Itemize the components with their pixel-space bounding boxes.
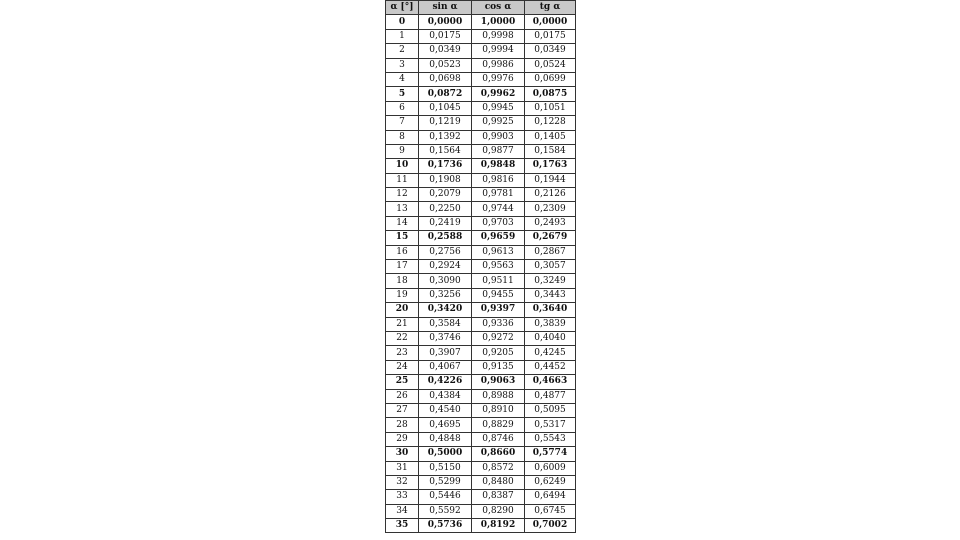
table-row xyxy=(386,188,576,202)
table-row xyxy=(386,260,576,274)
cell-tg: 0,4877 xyxy=(525,389,576,403)
cell-cos: 0,9848 xyxy=(472,159,525,173)
cell-sin: 0,4384 xyxy=(419,389,472,403)
cell-tg: 0,2679 xyxy=(525,231,576,245)
cell-tg: 0,6009 xyxy=(525,461,576,475)
cell-alpha: 20 xyxy=(386,303,419,317)
cell-sin: 0,2079 xyxy=(419,188,472,202)
cell-alpha: 24 xyxy=(386,360,419,374)
table-row xyxy=(386,58,576,72)
cell-cos: 0,8192 xyxy=(472,519,525,533)
table-row xyxy=(386,130,576,144)
table-row xyxy=(386,447,576,461)
cell-sin: 0,3420 xyxy=(419,303,472,317)
cell-tg: 0,0875 xyxy=(525,87,576,101)
table-row xyxy=(386,216,576,230)
table-row xyxy=(386,317,576,331)
cell-tg: 0,1763 xyxy=(525,159,576,173)
cell-sin: 0,0523 xyxy=(419,58,472,72)
table-row xyxy=(386,475,576,489)
cell-sin: 0,1908 xyxy=(419,173,472,187)
table-row xyxy=(386,72,576,86)
cell-sin: 0,4695 xyxy=(419,418,472,432)
cell-cos: 0,8572 xyxy=(472,461,525,475)
cell-tg: 0,1051 xyxy=(525,101,576,115)
cell-cos: 0,9063 xyxy=(472,375,525,389)
cell-alpha: 28 xyxy=(386,418,419,432)
cell-tg: 0,1228 xyxy=(525,116,576,130)
cell-alpha: 23 xyxy=(386,346,419,360)
table-row xyxy=(386,504,576,518)
cell-sin: 0,0000 xyxy=(419,15,472,29)
table-row xyxy=(386,461,576,475)
cell-tg: 0,4040 xyxy=(525,331,576,345)
cell-alpha: 11 xyxy=(386,173,419,187)
cell-cos: 0,9455 xyxy=(472,288,525,302)
cell-tg: 0,4245 xyxy=(525,346,576,360)
cell-tg: 0,0699 xyxy=(525,72,576,86)
cell-sin: 0,2756 xyxy=(419,245,472,259)
cell-cos: 1,0000 xyxy=(472,15,525,29)
header-sin: sin α xyxy=(419,1,472,15)
cell-tg: 0,5774 xyxy=(525,447,576,461)
cell-cos: 0,9945 xyxy=(472,101,525,115)
cell-cos: 0,8387 xyxy=(472,490,525,504)
cell-alpha: 35 xyxy=(386,519,419,533)
cell-sin: 0,0872 xyxy=(419,87,472,101)
cell-sin: 0,3256 xyxy=(419,288,472,302)
cell-alpha: 3 xyxy=(386,58,419,72)
cell-sin: 0,2250 xyxy=(419,202,472,216)
cell-alpha: 4 xyxy=(386,72,419,86)
cell-cos: 0,9998 xyxy=(472,29,525,43)
cell-tg: 0,3839 xyxy=(525,317,576,331)
cell-sin: 0,5592 xyxy=(419,504,472,518)
cell-alpha: 22 xyxy=(386,331,419,345)
cell-cos: 0,9962 xyxy=(472,87,525,101)
cell-cos: 0,9994 xyxy=(472,44,525,58)
cell-tg: 0,4452 xyxy=(525,360,576,374)
cell-cos: 0,9272 xyxy=(472,331,525,345)
cell-tg: 0,3249 xyxy=(525,274,576,288)
cell-tg: 0,2493 xyxy=(525,216,576,230)
cell-alpha: 13 xyxy=(386,202,419,216)
cell-tg: 0,5543 xyxy=(525,432,576,446)
cell-tg: 0,3057 xyxy=(525,260,576,274)
cell-alpha: 17 xyxy=(386,260,419,274)
cell-alpha: 1 xyxy=(386,29,419,43)
table-row xyxy=(386,288,576,302)
cell-tg: 0,0000 xyxy=(525,15,576,29)
cell-cos: 0,9703 xyxy=(472,216,525,230)
cell-tg: 0,2126 xyxy=(525,188,576,202)
cell-sin: 0,5299 xyxy=(419,475,472,489)
cell-sin: 0,1392 xyxy=(419,130,472,144)
cell-cos: 0,9397 xyxy=(472,303,525,317)
cell-cos: 0,9877 xyxy=(472,144,525,158)
cell-cos: 0,8746 xyxy=(472,432,525,446)
table-row xyxy=(386,274,576,288)
cell-cos: 0,8910 xyxy=(472,403,525,417)
cell-sin: 0,0698 xyxy=(419,72,472,86)
table-row xyxy=(386,490,576,504)
cell-tg: 0,3640 xyxy=(525,303,576,317)
table-row xyxy=(386,519,576,533)
cell-cos: 0,9659 xyxy=(472,231,525,245)
table-row xyxy=(386,173,576,187)
cell-sin: 0,1564 xyxy=(419,144,472,158)
table-header xyxy=(386,1,576,15)
header-row xyxy=(386,1,576,15)
table-row xyxy=(386,245,576,259)
table-row xyxy=(386,87,576,101)
table-row xyxy=(386,375,576,389)
cell-sin: 0,2419 xyxy=(419,216,472,230)
cell-alpha: 25 xyxy=(386,375,419,389)
cell-cos: 0,9205 xyxy=(472,346,525,360)
table-row xyxy=(386,159,576,173)
cell-tg: 0,1944 xyxy=(525,173,576,187)
cell-alpha: 0 xyxy=(386,15,419,29)
cell-alpha: 21 xyxy=(386,317,419,331)
cell-sin: 0,1736 xyxy=(419,159,472,173)
cell-alpha: 9 xyxy=(386,144,419,158)
cell-alpha: 16 xyxy=(386,245,419,259)
cell-sin: 0,5446 xyxy=(419,490,472,504)
table-row xyxy=(386,389,576,403)
cell-alpha: 6 xyxy=(386,101,419,115)
cell-alpha: 29 xyxy=(386,432,419,446)
cell-sin: 0,0349 xyxy=(419,44,472,58)
cell-alpha: 34 xyxy=(386,504,419,518)
cell-cos: 0,9744 xyxy=(472,202,525,216)
cell-alpha: 19 xyxy=(386,288,419,302)
table-row xyxy=(386,403,576,417)
cell-alpha: 5 xyxy=(386,87,419,101)
cell-cos: 0,9511 xyxy=(472,274,525,288)
cell-alpha: 7 xyxy=(386,116,419,130)
trig-table xyxy=(385,0,576,533)
cell-alpha: 30 xyxy=(386,447,419,461)
cell-alpha: 10 xyxy=(386,159,419,173)
table-row xyxy=(386,418,576,432)
cell-sin: 0,4226 xyxy=(419,375,472,389)
cell-cos: 0,9613 xyxy=(472,245,525,259)
table-row xyxy=(386,15,576,29)
header-alpha: α [°] xyxy=(386,1,419,15)
cell-cos: 0,9925 xyxy=(472,116,525,130)
cell-sin: 0,3907 xyxy=(419,346,472,360)
cell-cos: 0,9986 xyxy=(472,58,525,72)
cell-tg: 0,2309 xyxy=(525,202,576,216)
cell-alpha: 26 xyxy=(386,389,419,403)
cell-cos: 0,8988 xyxy=(472,389,525,403)
header-tg: tg α xyxy=(525,1,576,15)
cell-sin: 0,1045 xyxy=(419,101,472,115)
cell-tg: 0,2867 xyxy=(525,245,576,259)
cell-sin: 0,3090 xyxy=(419,274,472,288)
cell-tg: 0,5317 xyxy=(525,418,576,432)
cell-sin: 0,4067 xyxy=(419,360,472,374)
table-row xyxy=(386,346,576,360)
cell-cos: 0,9903 xyxy=(472,130,525,144)
table-row xyxy=(386,202,576,216)
cell-sin: 0,4540 xyxy=(419,403,472,417)
cell-tg: 0,6249 xyxy=(525,475,576,489)
cell-cos: 0,8290 xyxy=(472,504,525,518)
cell-cos: 0,9563 xyxy=(472,260,525,274)
cell-alpha: 8 xyxy=(386,130,419,144)
cell-cos: 0,9336 xyxy=(472,317,525,331)
cell-cos: 0,9781 xyxy=(472,188,525,202)
cell-sin: 0,2924 xyxy=(419,260,472,274)
cell-cos: 0,9816 xyxy=(472,173,525,187)
table-row xyxy=(386,101,576,115)
cell-tg: 0,0524 xyxy=(525,58,576,72)
cell-tg: 0,1584 xyxy=(525,144,576,158)
cell-tg: 0,5095 xyxy=(525,403,576,417)
table-row xyxy=(386,432,576,446)
cell-alpha: 14 xyxy=(386,216,419,230)
cell-sin: 0,3746 xyxy=(419,331,472,345)
cell-tg: 0,6494 xyxy=(525,490,576,504)
cell-sin: 0,5000 xyxy=(419,447,472,461)
cell-alpha: 33 xyxy=(386,490,419,504)
cell-cos: 0,8829 xyxy=(472,418,525,432)
cell-alpha: 18 xyxy=(386,274,419,288)
cell-sin: 0,5150 xyxy=(419,461,472,475)
header-cos: cos α xyxy=(472,1,525,15)
cell-tg: 0,0349 xyxy=(525,44,576,58)
cell-alpha: 15 xyxy=(386,231,419,245)
cell-tg: 0,0175 xyxy=(525,29,576,43)
table-row xyxy=(386,303,576,317)
cell-sin: 0,3584 xyxy=(419,317,472,331)
cell-sin: 0,4848 xyxy=(419,432,472,446)
cell-sin: 0,0175 xyxy=(419,29,472,43)
table-body xyxy=(386,15,576,533)
table-row xyxy=(386,116,576,130)
cell-tg: 0,7002 xyxy=(525,519,576,533)
table-row xyxy=(386,29,576,43)
cell-tg: 0,6745 xyxy=(525,504,576,518)
cell-tg: 0,4663 xyxy=(525,375,576,389)
table-row xyxy=(386,331,576,345)
table-row xyxy=(386,360,576,374)
cell-sin: 0,1219 xyxy=(419,116,472,130)
cell-cos: 0,9135 xyxy=(472,360,525,374)
cell-sin: 0,2588 xyxy=(419,231,472,245)
cell-alpha: 32 xyxy=(386,475,419,489)
table-row xyxy=(386,144,576,158)
table-row xyxy=(386,231,576,245)
cell-alpha: 31 xyxy=(386,461,419,475)
cell-alpha: 27 xyxy=(386,403,419,417)
cell-tg: 0,1405 xyxy=(525,130,576,144)
cell-cos: 0,8660 xyxy=(472,447,525,461)
table-row xyxy=(386,44,576,58)
cell-cos: 0,8480 xyxy=(472,475,525,489)
cell-cos: 0,9976 xyxy=(472,72,525,86)
cell-sin: 0,5736 xyxy=(419,519,472,533)
cell-alpha: 2 xyxy=(386,44,419,58)
cell-tg: 0,3443 xyxy=(525,288,576,302)
cell-alpha: 12 xyxy=(386,188,419,202)
